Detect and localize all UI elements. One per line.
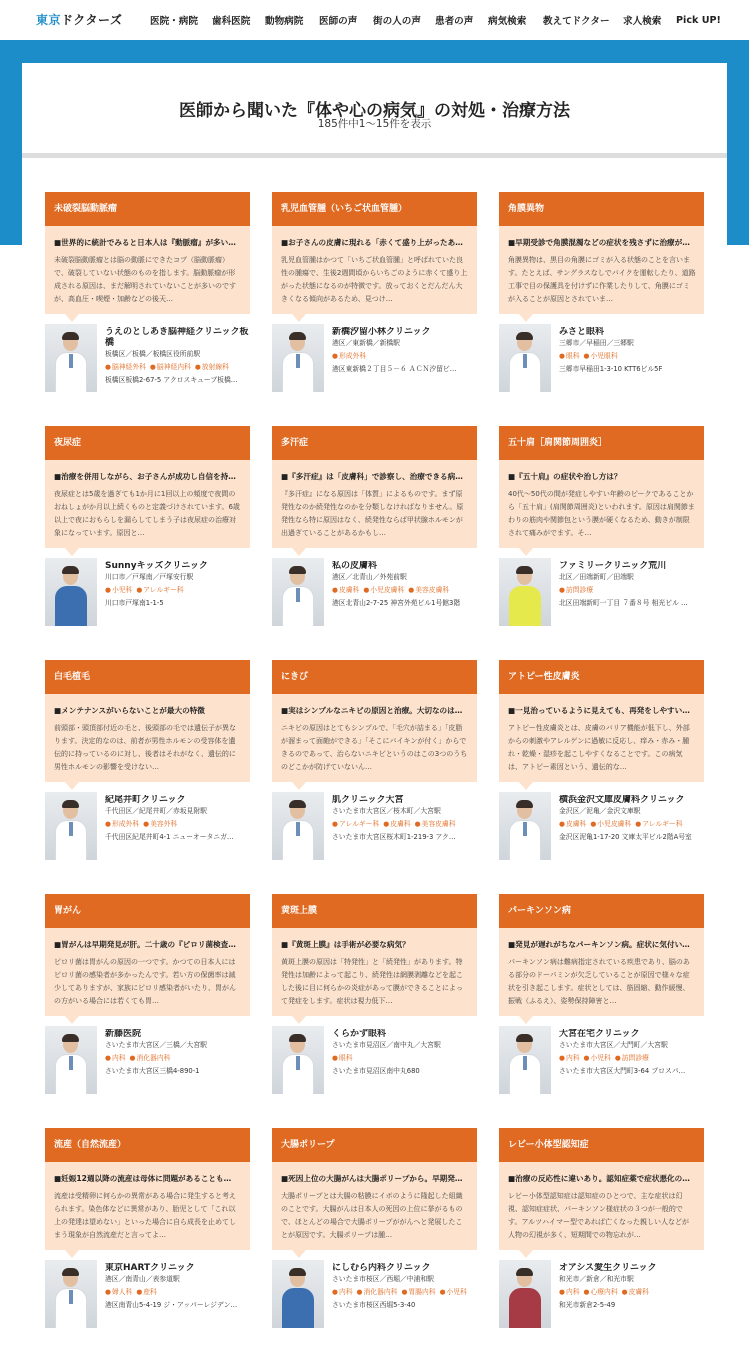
answer-excerpt: 流産は受精卵に何らかの異常がある場合に発生すると考えられます。染色体などに異常があり、胎児として「これ以上の発達は望めない」といった場合に自ら成長を止めてしまう現象が自然流産だと言ってよ…: [54, 1192, 236, 1239]
disease-title[interactable]: 多汗症: [272, 426, 477, 460]
clinic-address: 港区南青山5-4-19 ジ・アッパーレジデン…: [105, 1301, 238, 1309]
clinic-name[interactable]: オアシス愛生クリニック: [559, 1263, 657, 1273]
doctor-photo[interactable]: [499, 1026, 551, 1094]
doctor-photo[interactable]: [272, 1026, 324, 1094]
answer-excerpt: 『多汗症』になる原因は「体質」によるものです。まず原発性なのか続発性なのかを分類しなければなりません。原発性なら特に原因はなく、続発性ならば甲状腺ホルモンが出過ぎていることがあるかもし…: [281, 490, 464, 537]
doctor-hair: [62, 800, 79, 808]
doctor-tie: [69, 1290, 73, 1304]
doctor-hair: [516, 1268, 533, 1276]
department-tag: ● 形成外科: [332, 352, 366, 360]
answer-excerpt: 大腸ポリープとは大腸の粘膜にイボのように隆起した組織のことです。大腸がんは日本人の死因の上位に挙がるもので、ほとんどの場合で大腸ポリープががんへと発展したことが原因です。大腸ポリープは腫…: [281, 1192, 463, 1239]
doctor-hair: [516, 332, 533, 340]
department-tag: ● アレルギー科: [136, 586, 183, 594]
answer-excerpt: パーキンソン病は難病指定されている疾患であり、脳のある部分のドーパミンが欠乏していることが原因で様々な症状を引き起こします。症状としては、筋固縮、動作緩慢、振戦（ふるえ）、姿勢保持障害と…: [508, 958, 690, 1005]
speech-pointer: [65, 1016, 79, 1024]
answer-title: ■妊娠12週以降の流産は母体に問題があることも…: [54, 1174, 232, 1183]
clinic-address: 金沢区泥亀1-17-20 文庫太平ビル2階A号室: [559, 833, 692, 841]
doctor-coat: [55, 586, 87, 626]
doctor-tie: [69, 354, 73, 368]
department-tag: ● 皮膚科: [332, 586, 359, 594]
disease-card[interactable]: [45, 192, 250, 397]
speech-pointer: [519, 1016, 533, 1024]
clinic-address: 北区田端新町一丁目 ７番８号 相光ビル …: [559, 599, 688, 607]
clinic-name[interactable]: 横浜金沢文庫皮膚科クリニック: [559, 795, 685, 805]
answer-title: ■メンテナンスがいらないことが最大の特徴: [54, 706, 205, 715]
answer-title: ■『多汗症』は「皮膚科」で診察し、治療できる病…: [281, 472, 463, 481]
nav-item-disease-search[interactable]: 病気検索: [488, 16, 527, 27]
clinic-location: さいたま市大宮区／大門町／大宮駅: [559, 1041, 668, 1049]
answer-excerpt: 未破裂脳動脈瘤とは脳の動脈にできたコブ（脳動脈瘤）で、破裂していない状態のものを指します。脳動脈瘤が形成される原因は、まだ解明されていないことが多いのですが、高血圧・喫煙・加齢などの後天…: [54, 256, 236, 303]
clinic-name[interactable]: ファミリークリニック荒川: [559, 561, 667, 571]
doctor-tie: [523, 822, 527, 836]
doctor-tie: [296, 1056, 300, 1070]
disease-card[interactable]: [499, 426, 704, 631]
answer-excerpt: 角膜異物は、黒目の角膜にゴミが入る状態のことを言います。たとえば、サングラスなしでバイクを運転したり、道路工事で目の保護具を付けずに作業したりして、角膜にゴミが入ることが原因とされていま…: [508, 256, 696, 303]
answer-title: ■実はシンプルなニキビの原因と治療。大切なのは…: [281, 706, 463, 715]
clinic-location: 板橋区／板橋／板橋区役所前駅: [105, 350, 201, 358]
clinic-address: 千代田区紀尾井町4-1 ニューオータニガ…: [105, 833, 234, 841]
department-tag: ● 小児科: [440, 1288, 467, 1296]
answer-title: ■胃がんは早期発見が肝。二十歳の『ピロリ菌検査…: [54, 940, 236, 949]
doctor-photo[interactable]: [499, 324, 551, 392]
nav-item-job-search[interactable]: 求人検索: [623, 16, 662, 27]
clinic-location: 港区／南青山／表参道駅: [105, 1275, 180, 1283]
clinic-location: 川口市／戸塚南／戸塚安行駅: [105, 573, 194, 581]
doctor-hair: [289, 1034, 306, 1042]
answer-title: ■『五十肩』の症状や治し方は？: [508, 472, 622, 481]
disease-card[interactable]: [499, 192, 704, 397]
doctor-answer[interactable]: [499, 226, 704, 314]
doctor-photo[interactable]: [45, 324, 97, 392]
doctor-tie: [523, 1056, 527, 1070]
answer-title: ■世界的に統計でみると日本人は『動脈瘤』が多い…: [54, 238, 236, 247]
disease-title[interactable]: パーキンソン病: [499, 894, 704, 928]
answer-title: ■早期受診で角膜混濁などの症状を残さずに治療が…: [508, 238, 690, 247]
doctor-answer[interactable]: [45, 226, 250, 314]
department-tag: ● 脳神経外科: [105, 363, 146, 371]
doctor-photo[interactable]: [272, 558, 324, 626]
speech-pointer: [65, 782, 79, 790]
clinic-departments: [105, 1287, 250, 1298]
department-tag: ● 消化器内科: [130, 1054, 171, 1062]
speech-pointer: [65, 1250, 79, 1258]
doctor-hair: [289, 332, 306, 340]
doctor-hair: [516, 566, 533, 574]
disease-card[interactable]: [499, 894, 704, 1099]
answer-title: ■『黄斑上膜』は手術が必要な病気？: [281, 940, 410, 949]
department-tag: ● 小児皮膚科: [590, 820, 631, 828]
answer-excerpt: 40代〜50代の間が発症しやすい年齢のピークであることから「五十肩」(肩関節周囲炎)といわれます。原因は肩関節まわりの筋肉や関節包という膜が硬くなるため、動きが制限されて痛みがでます。そ…: [508, 490, 695, 537]
disease-title[interactable]: アトピー性皮膚炎: [499, 660, 704, 694]
department-tag: ● 小児皮膚科: [363, 586, 404, 594]
doctor-photo[interactable]: [499, 1260, 551, 1328]
department-tag: ● 形成外科: [105, 820, 139, 828]
speech-pointer: [292, 1250, 306, 1258]
result-count: 185件中1〜15件を表示: [317, 118, 432, 130]
page-title: 医師から聞いた『体や心の病気』の対処・治療方法: [179, 101, 570, 121]
speech-pointer: [519, 314, 533, 322]
clinic-departments: [105, 585, 250, 596]
department-tag: ● 訪問診療: [615, 1054, 649, 1062]
answer-excerpt: 乳児血管腫はかつて「いちご状血管腫」と呼ばれていた良性の腫瘍で、生後2週間頃からいちごのように赤くて盛り上がった状態になるのが特徴です。放っておくとだんだん大きくなる傾向があるため、見つけ…: [281, 256, 468, 303]
doctor-answer[interactable]: [272, 1162, 477, 1250]
doctor-photo[interactable]: [45, 792, 97, 860]
heading-divider: [22, 153, 727, 158]
clinic-location: 金沢区／泥亀／金沢文庫駅: [559, 807, 641, 815]
clinic-address: 板橋区板橋2-67-5 アクロスキューブ板橋…: [105, 376, 238, 384]
department-tag: ● 皮膚科: [383, 820, 410, 828]
disease-title[interactable]: 未破裂脳動脈瘤: [45, 192, 250, 226]
clinic-address: 港区北青山2-7-25 神宮外苑ビル1号館3階: [332, 599, 461, 607]
speech-pointer: [292, 314, 306, 322]
department-tag: ● 皮膚科: [622, 1288, 649, 1296]
answer-title: ■一見治っているように見えても、再発をしやすい…: [508, 706, 690, 715]
clinic-departments: [105, 819, 250, 830]
clinic-departments: [105, 1053, 250, 1064]
clinic-location: さいたま市桜区／西堀／中浦和駅: [332, 1275, 434, 1283]
doctor-tie: [69, 1056, 73, 1070]
department-tag: ● 美容外科: [143, 820, 177, 828]
doctor-answer[interactable]: [45, 1162, 250, 1250]
doctor-hair: [62, 332, 79, 340]
department-tag: ● 内科: [559, 1054, 580, 1062]
doctor-hair: [289, 800, 306, 808]
speech-pointer: [65, 314, 79, 322]
doctor-photo[interactable]: [45, 1260, 97, 1328]
clinic-location: 港区／東新橋／新橋駅: [332, 339, 400, 347]
doctor-tie: [296, 354, 300, 368]
doctor-hair: [62, 1034, 79, 1042]
doctor-hair: [516, 1034, 533, 1042]
answer-title: ■治療の反応性に違いあり。認知症薬で症状悪化の…: [508, 1174, 690, 1183]
department-tag: ● 放射線科: [195, 363, 229, 371]
department-tag: ● 皮膚科: [559, 820, 586, 828]
department-tag: ● 内科: [105, 1054, 126, 1062]
department-tag: ● 内科: [332, 1288, 353, 1296]
clinic-address: 和光市新倉2-5-49: [559, 1301, 616, 1309]
department-tag: ● アレルギー科: [332, 820, 379, 828]
doctor-answer[interactable]: [272, 694, 477, 782]
disease-title[interactable]: 乳児血管腫（いちご状血管腫）: [272, 192, 477, 226]
clinic-location: 三郷市／早稲田／三郷駅: [559, 339, 634, 347]
clinic-departments: [559, 1287, 704, 1298]
disease-card[interactable]: [45, 660, 250, 865]
clinic-address: さいたま市大宮区三橋4-890-1: [105, 1067, 200, 1075]
department-tag: ● 胃腸内科: [401, 1288, 435, 1296]
disease-title[interactable]: にきび: [272, 660, 477, 694]
answer-title: ■治療を併用しながら、お子さんが成功し自信を持…: [54, 472, 236, 481]
department-tag: ● 小児眼科: [584, 352, 618, 360]
clinic-name[interactable]: みさと眼科: [559, 327, 605, 337]
disease-card[interactable]: [45, 894, 250, 1099]
department-tag: ● 婦人科: [105, 1288, 132, 1296]
answer-title: ■お子さんの皮膚に現れる「赤くて盛り上がったあ…: [281, 238, 463, 247]
clinic-location: 和光市／新倉／和光市駅: [559, 1275, 634, 1283]
doctor-hair: [62, 566, 79, 574]
clinic-location: 千代田区／紀尾井町／赤坂見附駅: [105, 807, 207, 815]
clinic-location: 北区／田端新町／田端駅: [559, 573, 634, 581]
clinic-location: さいたま市大宮区／桜木町／大宮駅: [332, 807, 441, 815]
clinic-address: さいたま市桜区西堀5-3-40: [332, 1301, 416, 1309]
doctor-answer[interactable]: [272, 460, 477, 548]
clinic-departments: [559, 819, 704, 830]
disease-card[interactable]: [499, 1128, 704, 1333]
doctor-tie: [69, 822, 73, 836]
answer-excerpt: レビー小体型認知症は認知症のひとつで、主な症状は幻視、認知症症状、パーキンソン様症状の３つが一般的です。アルツハイマー型であれば亡くなった親しい人などが人物の幻視が多く、短期間での物忘れが…: [508, 1192, 690, 1239]
department-tag: ● 脳神経内科: [150, 363, 191, 371]
doctor-answer[interactable]: [45, 694, 250, 782]
clinic-name[interactable]: うえのとしあき脳神経クリニック板橋: [105, 327, 249, 348]
speech-pointer: [519, 548, 533, 556]
speech-pointer: [519, 782, 533, 790]
clinic-departments: [105, 362, 250, 373]
disease-card[interactable]: [272, 1128, 477, 1333]
disease-card[interactable]: [272, 192, 477, 397]
clinic-address: 三郷市早稲田1-3-10 KTT6ビル5F: [559, 365, 663, 373]
doctor-photo[interactable]: [272, 324, 324, 392]
doctor-answer[interactable]: [272, 226, 477, 314]
department-tag: ● 美容皮膚科: [415, 820, 456, 828]
clinic-departments: [332, 351, 477, 362]
clinic-address: 港区東新橋２丁目５－６ ＡＣＮ汐留ビ…: [332, 365, 457, 373]
department-tag: ● 眼科: [332, 1054, 353, 1062]
clinic-name[interactable]: Sunnyキッズクリニック: [105, 561, 208, 571]
doctor-tie: [296, 822, 300, 836]
disease-title[interactable]: 白毛植毛: [45, 660, 250, 694]
doctor-answer[interactable]: [499, 694, 704, 782]
speech-pointer: [292, 1016, 306, 1024]
clinic-departments: [332, 819, 477, 830]
disease-card[interactable]: [272, 660, 477, 865]
clinic-address: さいたま市見沼区南中丸680: [332, 1067, 420, 1075]
doctor-hair: [289, 1268, 306, 1276]
department-tag: ● 小児科: [105, 586, 132, 594]
department-tag: ● 消化器内科: [357, 1288, 398, 1296]
disease-title[interactable]: 大腸ポリープ: [272, 1128, 477, 1162]
doctor-photo[interactable]: [499, 558, 551, 626]
department-tag: ● 産科: [136, 1288, 157, 1296]
doctor-photo[interactable]: [45, 558, 97, 626]
doctor-answer[interactable]: [499, 460, 704, 548]
clinic-location: さいたま市大宮区／三橋／大宮駅: [105, 1041, 207, 1049]
clinic-departments: [559, 585, 704, 596]
doctor-answer[interactable]: [45, 460, 250, 548]
answer-excerpt: 前頭部・頭頂部付近の毛と、後頭部の毛では遺伝子が異なります。決定的なのは、前者が男性ホルモンの受容体を遺伝的に持っているのに対し、後者はそれがなく、遺伝的に男性ホルモンの影響を受けない…: [54, 724, 236, 771]
department-tag: ● 心療内科: [584, 1288, 618, 1296]
doctor-photo[interactable]: [272, 792, 324, 860]
site-header: [0, 0, 749, 40]
clinic-name[interactable]: 新橋汐留小林クリニック: [332, 327, 431, 337]
disease-title[interactable]: 流産（自然流産）: [45, 1128, 250, 1162]
doctor-answer[interactable]: [499, 928, 704, 1016]
disease-title[interactable]: 黄斑上膜: [272, 894, 477, 928]
answer-title: ■発見が遅れがちなパーキンソン病。症状に気付い…: [508, 940, 690, 949]
speech-pointer: [65, 548, 79, 556]
clinic-name[interactable]: にしむら内科クリニック: [332, 1263, 431, 1273]
disease-card[interactable]: [272, 894, 477, 1099]
clinic-departments: [332, 1287, 477, 1298]
clinic-departments: [559, 1053, 704, 1064]
nav-item-pickup[interactable]: Pick UP!: [676, 14, 721, 26]
clinic-name[interactable]: 肌クリニック大宮: [332, 795, 404, 805]
disease-card[interactable]: [45, 1128, 250, 1333]
nav-item-ask-doctor[interactable]: 教えてドクター: [543, 16, 610, 27]
department-tag: ● アレルギー科: [635, 820, 682, 828]
doctor-answer[interactable]: [499, 1162, 704, 1250]
department-tag: ● 眼科: [559, 352, 580, 360]
doctor-photo[interactable]: [45, 1026, 97, 1094]
clinic-address: さいたま市大宮区大門町3-64 プロスパ…: [559, 1067, 686, 1075]
disease-card[interactable]: [272, 426, 477, 631]
speech-pointer: [292, 548, 306, 556]
disease-title[interactable]: 夜尿症: [45, 426, 250, 460]
page-heading: [22, 63, 727, 153]
doctor-hair: [516, 800, 533, 808]
clinic-address: さいたま市大宮区桜木町1-219-3 アク…: [332, 833, 456, 841]
doctor-photo[interactable]: [499, 792, 551, 860]
nav-item-patient-voice[interactable]: 患者の声: [435, 16, 474, 27]
answer-excerpt: ニキビの原因はとてもシンプルで、「毛穴が詰まる」「皮脂が溜まって面皰ができる」「そこにバイキンが付く」からできるのであって、治らないニキビというのはこの3つのうちのどこかが防げていないん…: [281, 724, 468, 771]
disease-card[interactable]: [499, 660, 704, 865]
doctor-coat: [282, 1288, 314, 1328]
nav-item-clinics[interactable]: 医院・病院: [150, 16, 198, 27]
department-tag: ● 内科: [559, 1288, 580, 1296]
doctor-coat: [509, 586, 541, 626]
clinic-name[interactable]: 東京HARTクリニック: [105, 1263, 195, 1273]
nav-item-animal[interactable]: 動物病院: [265, 16, 304, 27]
doctor-answer[interactable]: [272, 928, 477, 1016]
disease-title[interactable]: 角膜異物: [499, 192, 704, 226]
answer-excerpt: 夜尿症とは5歳を過ぎても1か月に1回以上の頻度で夜間のおねしょがか月以上続くものと定義づけされています。6歳以上で夜におもらしを漏らしてしまう子は夜尿症の治療対象になっています。原因と…: [54, 490, 240, 537]
clinic-name[interactable]: 新藤医院: [105, 1029, 142, 1039]
disease-card[interactable]: [45, 426, 250, 631]
clinic-departments: [559, 351, 704, 362]
clinic-location: さいたま市見沼区／南中丸／大宮駅: [332, 1041, 441, 1049]
nav-item-dental[interactable]: 歯科医院: [212, 16, 251, 27]
department-tag: ● 小児科: [584, 1054, 611, 1062]
clinic-location: 港区／北青山／外苑前駅: [332, 573, 407, 581]
doctor-coat: [509, 1288, 541, 1328]
doctor-hair: [62, 1268, 79, 1276]
clinic-name[interactable]: くらかず眼科: [332, 1029, 387, 1039]
doctor-photo[interactable]: [272, 1260, 324, 1328]
clinic-name[interactable]: 大宮在宅クリニック: [559, 1029, 640, 1039]
answer-title: ■死因上位の大腸がんは大腸ポリープから。早期発…: [281, 1174, 463, 1183]
speech-pointer: [292, 782, 306, 790]
doctor-tie: [296, 588, 300, 602]
disease-title[interactable]: 五十肩［肩関節周囲炎］: [499, 426, 704, 460]
answer-excerpt: アトピー性皮膚炎とは、皮膚のバリア機能が低下し、外部からの刺激やアレルゲンに過敏に反応し、痒み・赤み・腫れ・乾燥・湿疹を起こしやすくなることです。この病気は、アトピー素因という、遺伝的な…: [508, 724, 690, 771]
answer-excerpt: ピロリ菌は胃がんの原因の一つです。かつての日本人にはピロリ菌の感染者が多かったんです。若い方の保菌率は減少してありますが、家族にピロリ感染者がいたり、胃がんの方がいる場合には若くても胃…: [54, 958, 236, 1005]
department-tag: ● 訪問診療: [559, 586, 593, 594]
doctor-tie: [523, 354, 527, 368]
clinic-departments: [332, 1053, 477, 1064]
site-logo[interactable]: 東京 ドクターズ: [36, 13, 123, 27]
clinic-departments: [332, 585, 477, 596]
doctor-hair: [289, 566, 306, 574]
answer-excerpt: 黄斑上膜の原因は「特発性」と「続発性」があります。特発性は加齢によって起こり、続発性は網膜剥離などを起こした後に目に何らかの炎症があって膜ができることによって発症をします。症状は視力低下…: [281, 958, 463, 1005]
doctor-answer[interactable]: [45, 928, 250, 1016]
department-tag: ● 美容皮膚科: [408, 586, 449, 594]
clinic-name[interactable]: 紀尾井町クリニック: [105, 795, 186, 805]
clinic-name[interactable]: 私の皮膚科: [332, 561, 378, 571]
disease-title[interactable]: レビー小体型認知症: [499, 1128, 704, 1162]
speech-pointer: [519, 1250, 533, 1258]
disease-title[interactable]: 胃がん: [45, 894, 250, 928]
clinic-address: 川口市戸塚南1-1-5: [105, 599, 164, 607]
nav-item-town-voice[interactable]: 街の人の声: [373, 16, 421, 27]
nav-item-doctor-voice[interactable]: 医師の声: [319, 16, 358, 27]
